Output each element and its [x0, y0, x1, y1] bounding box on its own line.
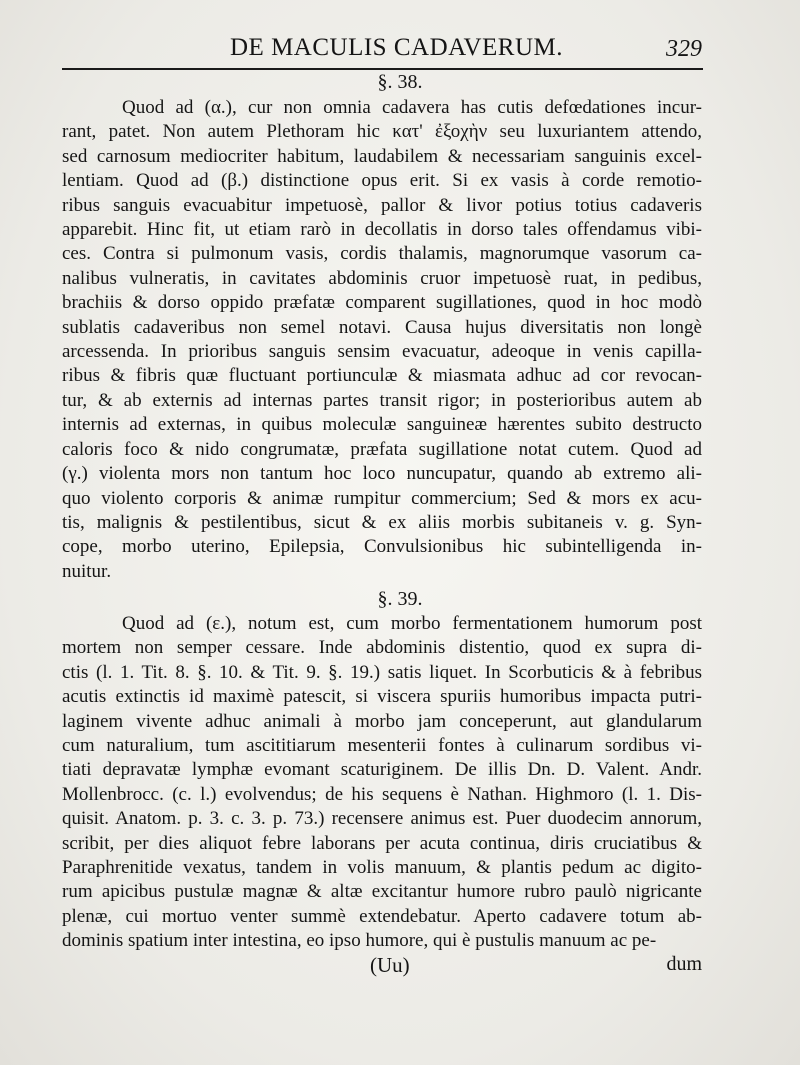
header-rule: [62, 68, 703, 70]
text-line: tiati depravatæ lymphæ evomant scaturiginem. De illis Dn. D. Valent. Andr.: [62, 759, 702, 781]
text-line: brachiis & dorso oppido præfatæ comparent sugillationes, quod in hoc modò: [62, 292, 702, 314]
text-line: Paraphrenitide vexatus, tandem in volis manuum, & plantis pedum ac digito-: [62, 857, 702, 879]
text-line: Quod ad (ε.), notum est, cum morbo fermentationem humorum post: [122, 613, 702, 634]
text-line: Mollenbrocc. (c. l.) evolvendus; de his sequens è Nathan. Highmoro (l. 1. Dis-: [62, 783, 702, 805]
text-line: scribit, per dies aliquot febre laborans per acuta continua, diris cruciatibus &: [62, 832, 702, 854]
text-line: sublatis cadaveribus non semel notavi. Causa hujus diversitatis non longè: [62, 316, 702, 338]
text-line: (γ.) violenta mors non tantum hoc loco nuncupatur, quando ab extremo ali-: [62, 463, 702, 485]
text-line: rant, patet. Non autem Plethoram hic κατ' ἐξοχὴν seu luxuriantem attendo,: [62, 121, 702, 143]
text-line: Quod ad (α.), cur non omnia cadavera has cutis defœdationes incur-: [122, 97, 702, 118]
text-line: arcessenda. In prioribus sanguis sensim evacuatur, adeoque in venis capilla-: [62, 341, 702, 363]
section-heading-39: §. 39.: [377, 588, 423, 610]
text-line: ctis (l. 1. Tit. 8. §. 10. & Tit. 9. §. 19.) satis liquet. In Scorbuticis & à febribus: [62, 661, 702, 683]
text-line: cope, morbo uterino, Epilepsia, Convulsionibus hic subintelligenda in-: [62, 536, 702, 558]
text-line: nuitur.: [62, 560, 112, 582]
text-line: cum naturalium, tum ascititiarum mesenterii fontes à culinarum sordibus vi-: [62, 735, 702, 757]
text-line: lentiam. Quod ad (β.) distinctione opus erit. Si ex vasis à corde remotio-: [62, 170, 702, 192]
text-line: plenæ, cui mortuo venter summè extendebatur. Aperto cadavere totum ab-: [62, 905, 702, 927]
text-line: mortem non semper cessare. Inde abdominis distentio, quod ex supra di-: [62, 637, 702, 659]
page-footer: [62, 953, 702, 979]
text-line: tis, malignis & pestilentibus, sicut & ex aliis morbis subitaneis v. g. Syn-: [62, 511, 702, 533]
catchword: dum: [666, 953, 702, 975]
text-line: quisit. Anatom. p. 3. c. 3. p. 73.) recensere animus est. Puer duodecim annorum,: [62, 808, 702, 830]
page-number: 329: [666, 36, 702, 62]
signature-mark: (Uu): [370, 953, 410, 977]
text-line: ribus sanguis evacuabitur impetuosè, pallor & livor potius totius cadaveris: [62, 194, 702, 216]
section-heading-38: §. 38.: [377, 71, 423, 93]
text-line: quo violento corporis & animæ rumpitur commercium; Sed & mors ex acu-: [62, 487, 702, 509]
text-line: ces. Contra si pulmonum vasis, cordis thalamis, magnorumque vasorum ca-: [62, 243, 702, 265]
text-line: sed carnosum mediocriter habitum, laudabilem & necessariam sanguinis excel-: [62, 145, 702, 167]
page-header: [62, 28, 702, 68]
running-title: DE MACULIS CADAVERUM.: [230, 34, 563, 61]
section-39-text: [62, 612, 702, 954]
text-line: ribus & fibris quæ fluctuant portiunculæ & miasmata adhuc ad cor revocan-: [62, 365, 702, 387]
text-line: apparebit. Hinc fit, ut etiam rarò in decollatis in dorso tales offendamus vibi-: [62, 219, 702, 241]
text-line: rum apicibus pustulæ magnæ & altæ excitantur humore rubro paulò nigricante: [62, 881, 702, 903]
text-line: dominis spatium inter intestina, eo ipso humore, qui è pustulis manuum ac pe-: [62, 930, 657, 952]
text-line: laginem vivente adhuc animali à morbo jam conceperunt, aut glandularum: [62, 710, 702, 732]
text-line: caloris foco & nido congrumatæ, præfata sugillatione notat cutem. Quod ad: [62, 438, 702, 460]
text-line: acutis extinctis id maximè patescit, si viscera spuriis humoribus impacta putri-: [62, 686, 702, 708]
text-line: internis ad externas, in quibus moleculæ sanguineæ hærentes subito destructo: [62, 414, 702, 436]
text-line: nalibus vulneratis, in cavitates abdominis cruor impetuosè ruat, in pedibus,: [62, 267, 702, 289]
text-line: tur, & ab externis ad internas partes transit rigor; in posterioribus autem ab: [62, 389, 702, 411]
section-38-text: [62, 96, 702, 584]
